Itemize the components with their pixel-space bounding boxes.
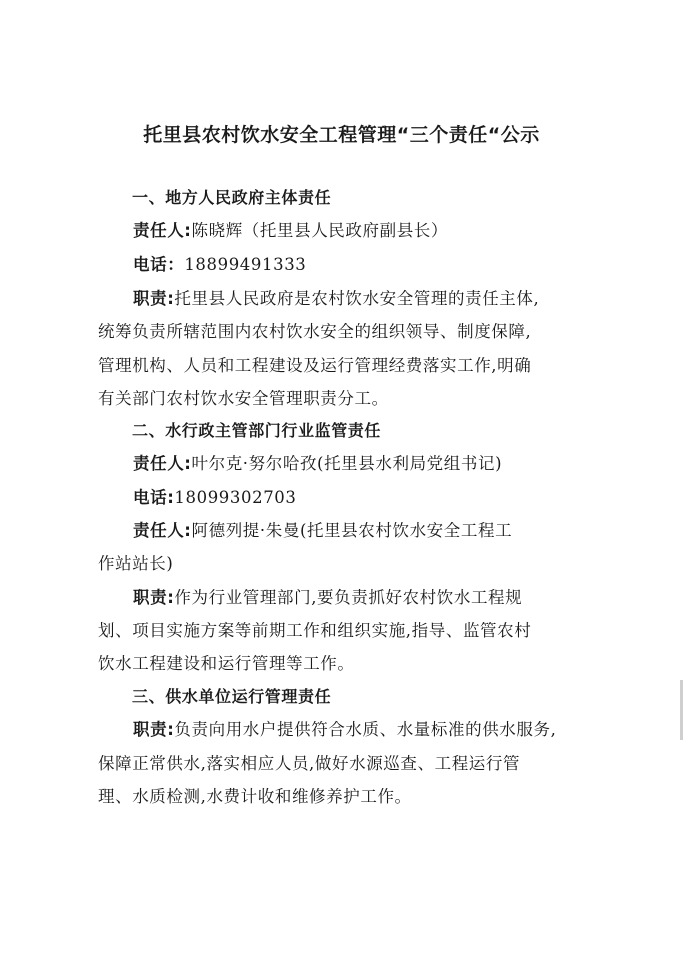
- section-1-phone-label: 电话：: [133, 255, 185, 274]
- section-1-duty-line-4: 有关部门农村饮水安全管理职责分工。: [98, 389, 389, 408]
- section-3-duty-line-1: [133, 718, 556, 742]
- document-title: 托里县农村饮水安全工程管理“三个责任“公示: [143, 124, 540, 146]
- section-1-duty-text-1: 托里县人民政府是农村饮水安全管理的责任主体,: [174, 289, 540, 308]
- section-1-person: [133, 219, 448, 243]
- section-2-duty-text-1: 作为行业管理部门,要负责抓好农村饮水工程规: [174, 588, 523, 607]
- section-2-person-2-value-1: 阿德列提·朱曼(托里县农村饮水安全工程工: [191, 521, 513, 540]
- section-2-person-1-label: 责任人:: [133, 454, 192, 473]
- section-3-duty-line-2: 保障正常供水,落实相应人员,做好水源巡查、工程运行管: [98, 754, 521, 773]
- section-1-person-value: 陈晓辉（托里县人民政府副县长）: [191, 221, 448, 240]
- section-3-duty-line-3: 理、水质检测,水费计收和维修养护工作。: [98, 787, 412, 806]
- section-1-heading: 一、地方人民政府主体责任: [132, 188, 332, 207]
- section-2-phone-value: 18099302703: [174, 488, 297, 507]
- section-1-phone-value: 18899491333: [184, 255, 307, 274]
- section-3-duty-label: 职责:: [133, 720, 175, 739]
- section-1-duty-line-3: 管理机构、人员和工程建设及运行管理经费落实工作,明确: [98, 356, 532, 375]
- section-1-duty-line-2: 统筹负责所辖范围内农村饮水安全的组织领导、制度保障,: [98, 322, 532, 341]
- section-2-phone: [133, 486, 296, 510]
- section-2-person-2-line-1: [133, 519, 512, 543]
- section-2-duty-line-3: 饮水工程建设和运行管理等工作。: [98, 654, 355, 673]
- section-3-duty-text-1: 负责向用水户提供符合水质、水量标准的供水服务,: [174, 720, 557, 739]
- section-2-phone-label: 电话:: [133, 488, 175, 507]
- section-3-heading: 三、供水单位运行管理责任: [132, 687, 332, 706]
- section-2-duty-line-2: 划、项目实施方案等前期工作和组织实施,指导、监管农村: [98, 621, 532, 640]
- section-2-duty-label: 职责:: [133, 588, 175, 607]
- section-1-person-label: 责任人:: [133, 221, 192, 240]
- section-2-heading: 二、水行政主管部门行业监管责任: [132, 421, 382, 440]
- section-2-person-1: [133, 452, 502, 476]
- section-2-person-2-label: 责任人:: [133, 521, 192, 540]
- section-2-person-1-value: 叶尔克·努尔哈孜(托里县水利局党组书记): [191, 454, 503, 473]
- section-1-duty-label: 职责:: [133, 289, 175, 308]
- section-1-phone: [133, 253, 306, 277]
- section-2-person-2-line-2: 作站站长): [98, 554, 174, 573]
- section-1-duty-line-1: [133, 287, 539, 311]
- section-2-duty-line-1: [133, 586, 522, 610]
